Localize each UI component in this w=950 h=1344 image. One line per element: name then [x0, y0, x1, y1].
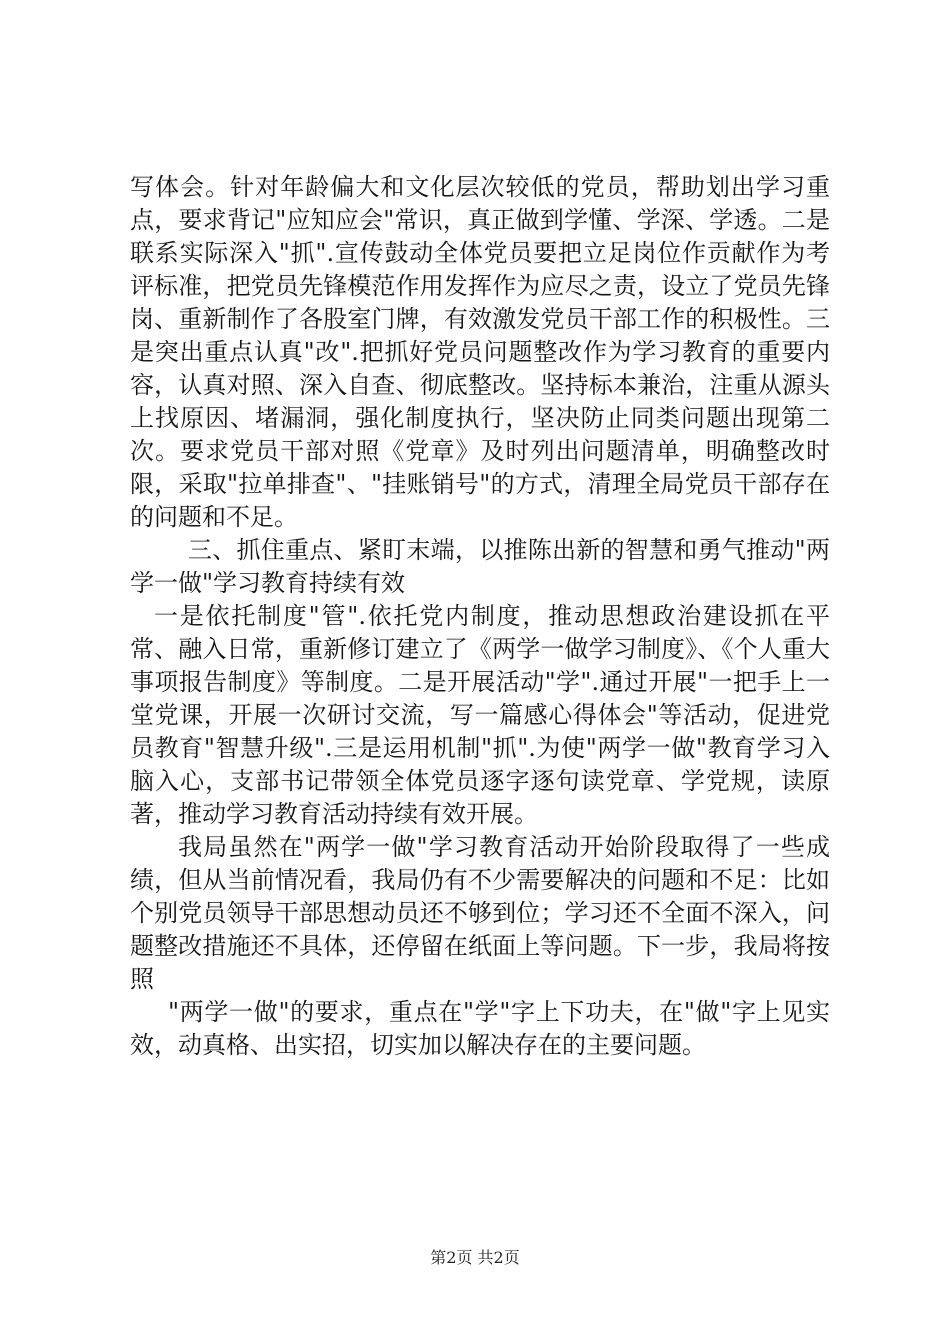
paragraph-measures: 一是依托制度"管".依托党内制度，推动思想政治建设抓在平常、融入日常，重新修订建立了《两学一做学习制度》、《个人重大事项报告制度》等制度。二是开展活动"学".通过开展"一把手上一堂党课，开展一次研讨交流，写一篇感心得体会"等活动，促进党员教育"智慧升级".三是运用机制"抓".为使"两学一做"教育学习入脑入心，支部书记带领全体党员逐字逐句读党章、学党规，读原著，推动学习教育活动持续有效开展。 [130, 602, 830, 828]
page-number-footer: 第2页 共2页 [430, 1248, 520, 1267]
paragraph-problems: 我局虽然在"两学一做"学习教育活动开始阶段取得了一些成绩，但从当前情况看，我局仍有不少需要解决的问题和不足：比如个别党员领导干部思想动员还不够到位；学习还不全面不深入，问题整改措施还不具体，还停留在纸面上等问题。下一步，我局将按照 [130, 833, 830, 993]
section-heading: 三、抓住重点、紧盯末端，以推陈出新的智慧和勇气推动"两学一做"学习教育持续有效 [130, 536, 830, 597]
paragraph-next-steps: "两学一做"的要求，重点在"学"字上下功夫，在"做"字上见实效，动真格、出实招，切实加以解决存在的主要问题。 [130, 998, 830, 1059]
paragraph-continuation: 写体会。针对年龄偏大和文化层次较低的党员，帮助划出学习重点，要求背记"应知应会"常识，真正做到学懂、学深、学透。二是联系实际深入"抓".宣传鼓动全体党员要把立足岗位作贡献作为考评标准，把党员先锋模范作用发挥作为应尽之责，设立了党员先锋岗、重新制作了各股室门牌，有效激发党员干部工作的积极性。三是突出重点认真"改".把抓好党员问题整改作为学习教育的重要内容，认真对照、深入自查、彻底整改。坚持标本兼治，注重从源头上找原因、堵漏洞，强化制度执行，坚决防止同类问题出现第二次。要求党员干部对照《党章》及时列出问题清单，明确整改时限，采取"拉单排查"、"挂账销号"的方式，清理全局党员干部存在的问题和不足。 [130, 173, 830, 531]
document-body [130, 171, 830, 1062]
